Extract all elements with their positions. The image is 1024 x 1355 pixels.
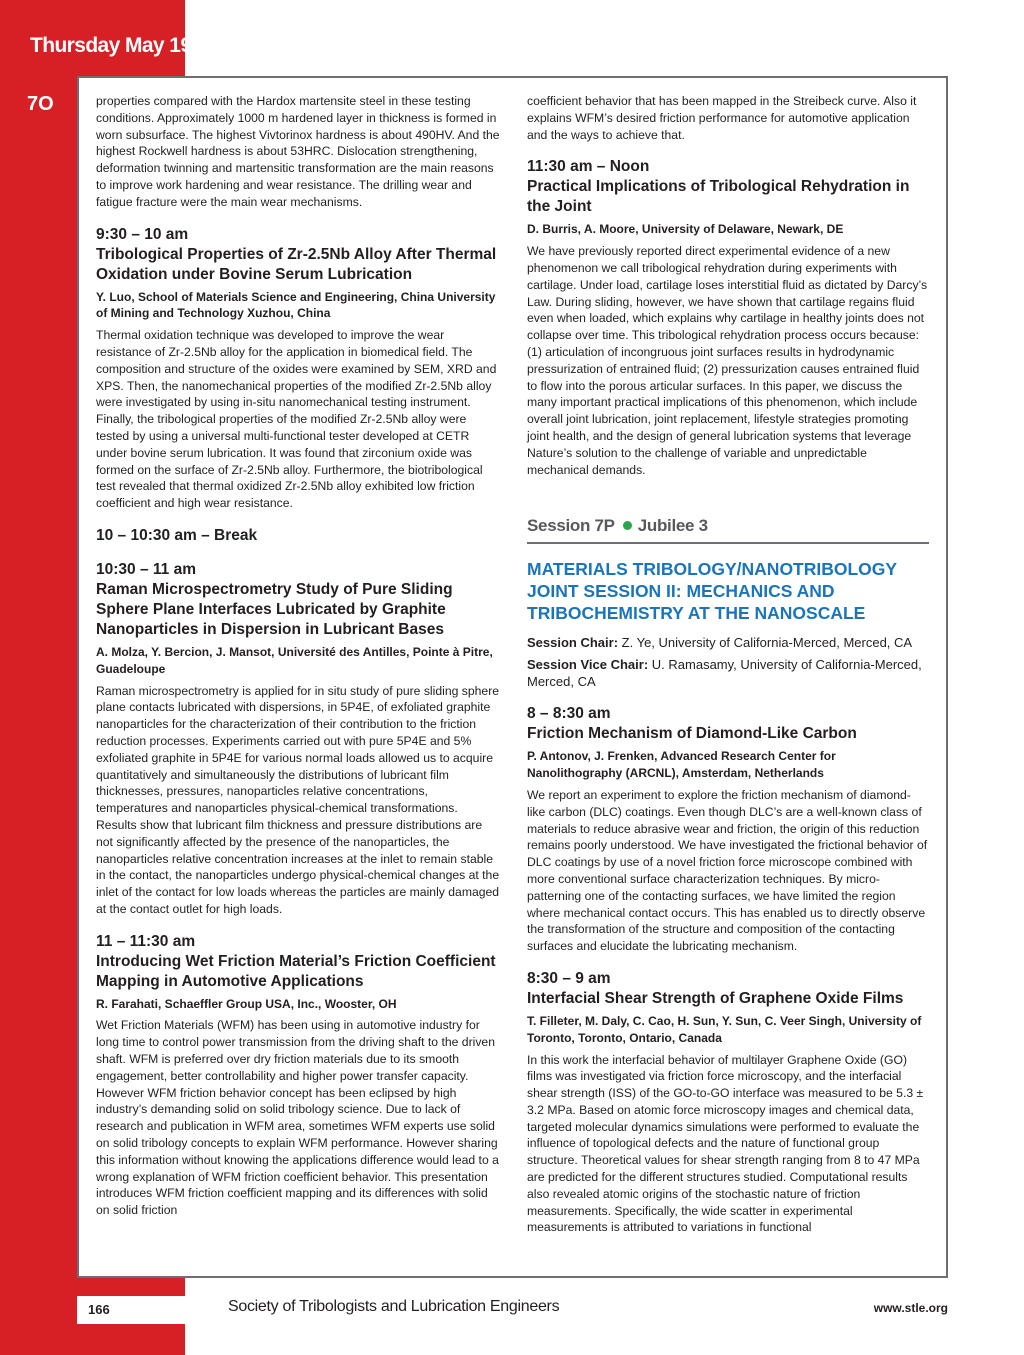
talk-abstract: Wet Friction Materials (WFM) has been using in automotive industry for long time to control power transmission from the driving shaft to the driven shaft. WFM is preferred over dry friction materials due to its smooth engagement, better controllability and higher power transfer capacity. However WFM friction behavior concept has been eclipsed by high industry’s demanding solid on solid tribology science. Due to lack of research and publication in WFM area, sometimes WFM experts use solid on solid tribology concepts to explain WFM performance. However sharing this information without knowing the applications difference would lead to a wrong explanation of WFM friction coefficient behavior. This presentation introduces WFM friction coefficient mapping and its differences with solid on solid friction bbox=[96, 1018, 499, 1218]
session-room: Jubilee 3 bbox=[637, 516, 708, 536]
talk-title: Practical Implications of Tribological Rehydration in the Joint bbox=[527, 178, 910, 216]
right-column bbox=[527, 93, 929, 1236]
talk-abstract: In this work the interfacial behavior of multilayer Graphene Oxide (GO) films was investigated via friction force microscopy, and the interfacial shear strength (ISS) of the GO-to-GO interface was measured to be 5.3 ± 3.2 MPa. Based on atomic force microscopy images and chemical data, targeted molecular dynamics simulations were performed to evaluate the influence of topological defects and the nature of functional group structure. Theoretical values for shear strength ranging from 8 to 47 MPa are predicted for the different structures studied. Computational results also revealed atomic origins of the stochastic nature of friction measurements. Specifically, the wide scatter in experimental measurements is attributed to variations in functional bbox=[527, 1052, 924, 1235]
footer-url: www.stle.org bbox=[873, 1301, 948, 1315]
bullet-dot-icon bbox=[623, 521, 632, 530]
session-number: 7O bbox=[27, 93, 54, 115]
talk-title: Introducing Wet Friction Material’s Friction Coefficient Mapping in Automotive Applications bbox=[96, 952, 496, 990]
talk-abstract: Raman microspectrometry is applied for in situ study of pure sliding sphere plane contacts lubricated with dispersions, in 5P4E, of exfoliated graphite nanoparticles for the characterization of their contribution to the friction reduction processes. Experiments carried out with pure 5P4E and 5% exfoliated graphite in 5P4E for various normal loads allowed us to acquire quantitatively and simultaneously the distributions of lubricant film thicknesses, pressures, nanoparticles relative concentrations, temperatures and nanoparticles physical-chemical transformations. Results show that lubricant film thickness and pressure distributions are not significantly affected by the presence of the nanoparticles, the nanoparticles relative concentration increases at the inlet to remain stable in the contact, the nanoparticles undergo physical-chemical changes at the inlet of the contact for low loads whereas the particles are mainly damaged at the contact outlet for high loads. bbox=[96, 683, 500, 916]
talk-abstract: We report an experiment to explore the friction mechanism of diamond-like carbon (DLC) coatings. Even though DLC’s are a well-known class of materials to reduce abrasive wear and friction, the origin of this reduction remains poorly understood. We have investigated the frictional behavior of DLC coatings by use of a novel friction force microscope combined with more conventional surface characterization techniques. By micro-patterning one of the contacting surfaces, we have limited the region where mechanical contact occurs. This has enabled us to directly observe the transformation of the structure and composition of the contacting surfaces and elucidate the lubricating mechanism. bbox=[527, 787, 928, 954]
talk bbox=[527, 157, 929, 478]
talk bbox=[96, 225, 500, 512]
talk bbox=[96, 932, 500, 1219]
continued-abstract: coefficient behavior that has been mapped in the Streibeck curve. Also it explains WFM’s desired friction performance for automotive application and the ways to achieve that. bbox=[527, 94, 917, 142]
session-vice-chair-label: Session Vice Chair: bbox=[527, 657, 649, 673]
talk-abstract: We have previously reported direct experimental evidence of a new phenomenon we call tribological rehydration during experiments with cartilage. Under load, cartilage loses interstitial fluid as dictated by Darcy’s Law. During sliding, however, we have shown that cartilage regains fluid even when loaded, which explains why cartilage in healthy joints does not collapse over time. This tribological rehydration process occurs because: (1) articulation of incongruous joint surfaces results in hydrodynamic pressurization of entrained fluid; (2) pressurization causes entrained fluid to flow into the porous articular surfaces. In this paper, we discuss the many important practical implications of this phenomenon, which include overall joint lubrication, joint replacement, lifestyle strategies promoting joint health, and the design of general lubrication systems that leverage Nature’s solution to the challenge of variable and unpredictable mechanical demands. bbox=[527, 244, 928, 477]
break-label: 10 – 10:30 am – Break bbox=[96, 526, 258, 544]
talk-time: 10:30 – 11 am bbox=[96, 560, 196, 578]
talk-authors: R. Farahati, Schaeffler Group USA, Inc., Wooster, OH bbox=[96, 996, 397, 1011]
talk-authors: Y. Luo, School of Materials Science and Engineering, China University of Mining and Technology Xuzhou, China bbox=[96, 289, 496, 321]
session-header bbox=[527, 516, 929, 544]
session-title: MATERIALS TRIBOLOGY/NANOTRIBOLOGY JOINT SESSION II: MECHANICS AND TRIBOCHEMISTRY AT THE NANOSCALE bbox=[527, 559, 897, 624]
talk-title: Raman Microspectrometry Study of Pure Sliding Sphere Plane Interfaces Lubricated by Graphite Nanoparticles in Dispersion in Lubricant Bases bbox=[96, 580, 453, 638]
page-number: 166 bbox=[77, 1296, 185, 1324]
talk-time: 11:30 am – Noon bbox=[527, 158, 650, 176]
talk-time: 11 – 11:30 am bbox=[96, 932, 196, 950]
session-chair-label: Session Chair: bbox=[527, 635, 619, 651]
continued-abstract: properties compared with the Hardox martensite steel in these testing conditions. Approximately 1000 m hardened layer in thickness is formed in worn subsurface. The highest Vivtorinox hardness is about 490HV. And the highest Rockwell hardness is about 53HRC. Dislocation strengthening, deformation twinning and martensitic transformation are the main reasons to improve work hardening and wear resistance. The drilling wear and fatigue fracture were the main wear mechanisms. bbox=[96, 94, 500, 209]
session-vice-chair-name: U. Ramasamy, University of California-Merced, Merced, CA bbox=[527, 657, 922, 690]
session-vice-chair bbox=[527, 656, 929, 690]
left-column bbox=[96, 93, 500, 1219]
talk bbox=[527, 969, 929, 1236]
talk-time: 9:30 – 10 am bbox=[96, 225, 189, 243]
talk bbox=[96, 560, 500, 918]
talk-abstract: Thermal oxidation technique was developed to improve the wear resistance of Zr-2.5Nb alloy for the application in biomedical field. The composition and structure of the oxides were examined by SEM, XRD and XPS. Then, the nanomechanical properties of the modified Zr-2.5Nb alloy were investigated by using in-situ nanomechanical testing instrument. Finally, the tribological properties of the modified Zr-2.5Nb alloy were tested by using a universal multi-functional tester developed at CETR under bovine serum lubrication. It was found that zirconium oxide was formed on the surface of Zr-2.5Nb alloy. Furthermore, the biotribological test revealed that thermal oxidized Zr-2.5Nb alloy exhibited low friction coefficient and high wear resistance. bbox=[96, 328, 497, 511]
talk-authors: D. Burris, A. Moore, University of Delaware, Newark, DE bbox=[527, 222, 844, 237]
talk bbox=[527, 704, 929, 955]
talk-authors: A. Molza, Y. Bercion, J. Mansot, Université des Antilles, Pointe à Pitre, Guadeloupe bbox=[96, 644, 493, 676]
day-header: Thursday May 19 bbox=[30, 34, 192, 57]
session-chair-name: Z. Ye, University of California-Merced, Merced, CA bbox=[621, 635, 913, 651]
talk-authors: T. Filleter, M. Daly, C. Cao, H. Sun, Y. Sun, C. Veer Singh, University of Toronto, Toronto, Ontario, Canada bbox=[527, 1013, 922, 1045]
talk-title: Tribological Properties of Zr-2.5Nb Alloy After Thermal Oxidation under Bovine Serum Lubrication bbox=[96, 245, 497, 283]
talk-title: Interfacial Shear Strength of Graphene Oxide Films bbox=[527, 989, 904, 1007]
talk-authors: P. Antonov, J. Frenken, Advanced Research Center for Nanolithography (ARCNL), Amsterdam, Netherlands bbox=[527, 749, 836, 781]
talk-time: 8 – 8:30 am bbox=[527, 705, 611, 723]
footer-organization: Society of Tribologists and Lubrication Engineers bbox=[228, 1298, 560, 1315]
session-label: Session 7P bbox=[527, 516, 615, 536]
session-chair bbox=[527, 634, 929, 651]
talk-time: 8:30 – 9 am bbox=[527, 969, 611, 987]
talk-title: Friction Mechanism of Diamond-Like Carbon bbox=[527, 725, 857, 743]
